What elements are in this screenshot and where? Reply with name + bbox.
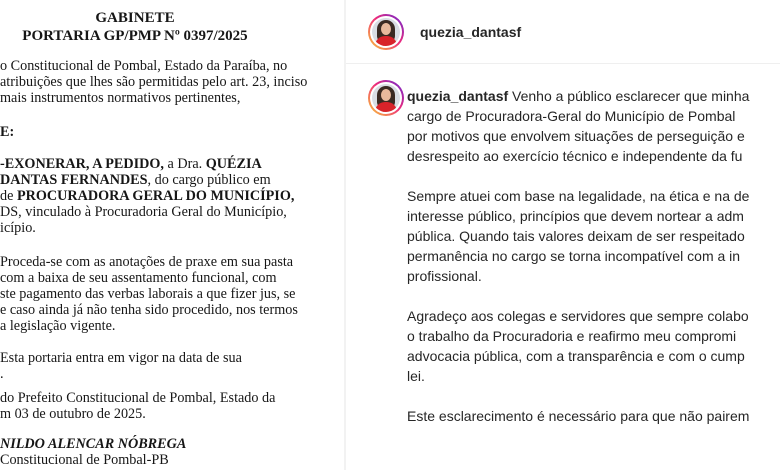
appointee-name-last: DANTAS FERNANDES [0, 172, 148, 188]
closing-line: do Prefeito Constitucional de Pombal, Estado da [0, 390, 276, 406]
position-title: PROCURADORA GERAL DO MUNICÍPIO, [16, 188, 295, 204]
profile-photo [372, 84, 400, 112]
caption-line: pública. Quando tais valores deixam de ser respeitado [407, 228, 745, 244]
decree-heading [0, 9, 270, 45]
appointee-name-first: QUÉZIA [205, 156, 262, 172]
caption-line: quezia_dantasf Venho a público esclarecer que minha [407, 88, 750, 104]
post-header [346, 0, 780, 64]
caption-line: por motivos que envolvem situações de perseguição e [407, 128, 745, 144]
caption-line: profissional. [407, 268, 482, 284]
decree-document [0, 0, 340, 470]
heading-ordinance-number: PORTARIA GP/PMP Nº 0397/2025 [22, 28, 248, 44]
profile-photo [372, 18, 400, 46]
article2-line: a legislação vigente. [0, 318, 116, 334]
article3-line: . [0, 366, 4, 382]
caption-username-link[interactable]: quezia_dantasf [407, 88, 509, 104]
caption-avatar[interactable] [368, 80, 404, 116]
caption-line: cargo de Procuradora-Geral do Município de Pombal [407, 108, 736, 124]
signatory-title: Constitucional de Pombal-PB [0, 452, 169, 468]
article2-line: Proceda-se com as anotações de praxe em sua pasta [0, 254, 294, 270]
article1-line: de PROCURADORA GERAL DO MUNICÍPIO, [0, 188, 295, 204]
article2-line: com a baixa de seu assentamento funcional, com [0, 270, 277, 286]
article1-verb: -EXONERAR, A PEDIDO, [0, 156, 164, 172]
article2-line: ste pagamento das verbas laborais a que fizer jus, se [0, 286, 296, 302]
caption-line: advocacia pública, com a transparência e com o cump [407, 348, 745, 364]
article1-line: DS, vinculado à Procuradoria Geral do Município, [0, 204, 287, 220]
instagram-post [346, 0, 780, 470]
post-caption [407, 86, 780, 426]
article3-line: Esta portaria entra em vigor na data de sua [0, 350, 242, 366]
avatar[interactable] [368, 14, 404, 50]
article1-line: icípio. [0, 220, 36, 236]
heading-gabinete: GABINETE [95, 10, 175, 26]
caption-line: o trabalho da Procuradoria e reafirmo meu compromi [407, 328, 737, 344]
preamble-line: o Constitucional de Pombal, Estado da Paraíba, no [0, 58, 288, 74]
article1-line: DANTAS FERNANDES, do cargo público em [0, 172, 271, 188]
caption-line: Sempre atuei com base na legalidade, na ética e na de [407, 188, 750, 204]
signatory-name: NILDO ALENCAR NÓBREGA [0, 436, 187, 452]
preamble-line: mais instrumentos normativos pertinentes, [0, 90, 241, 106]
closing-line: m 03 de outubro de 2025. [0, 406, 146, 422]
article1-line: -EXONERAR, A PEDIDO, a Dra. QUÉZIA [0, 156, 262, 172]
article2-line: e caso ainda já não tenha sido procedido, nos termos [0, 302, 298, 318]
caption-line: interesse público, princípios que devem nortear a adm [407, 208, 744, 224]
caption-line: desrespeito ao exercício técnico e independente da fu [407, 148, 743, 164]
resolve-label: E: [0, 124, 15, 140]
caption-line: permanência no cargo se torna incompatível com a in [407, 248, 741, 264]
header-username-link[interactable]: quezia_dantasf [420, 24, 522, 40]
preamble-line: atribuições que lhes são permitidas pelo art. 23, inciso [0, 74, 308, 90]
caption-line: Este esclarecimento é necessário para que não pairem [407, 408, 750, 424]
caption-line: Agradeço aos colegas e servidores que sempre colabo [407, 308, 749, 324]
caption-line: lei. [407, 368, 425, 384]
